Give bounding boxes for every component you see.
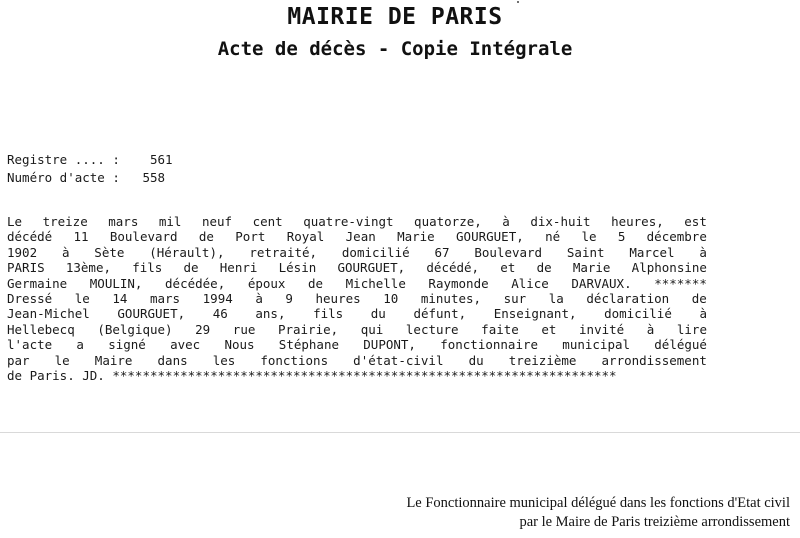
act-word: 29 (195, 321, 211, 337)
act-word: Saint (566, 244, 605, 260)
act-word: 67 (434, 244, 450, 260)
act-word: quatorze, (414, 214, 482, 229)
act-word: Alice (511, 275, 549, 291)
act-word: fils (132, 260, 163, 276)
act-word: quatre-vingt (303, 214, 394, 229)
act-body-line (7, 291, 707, 306)
act-body-line (7, 337, 707, 352)
act-word: sur (503, 290, 527, 306)
act-word: PARIS (7, 260, 45, 276)
act-word: Marcel (629, 244, 675, 260)
act-word: 13ème, (65, 260, 111, 276)
act-word: les (212, 352, 236, 368)
act-word: (Belgique) (97, 321, 173, 337)
act-word: qui (360, 321, 384, 337)
act-word: ans, (255, 306, 286, 322)
act-word: avec (170, 337, 201, 353)
act-word: mars (149, 290, 181, 306)
act-body-line (7, 276, 707, 291)
act-word: fonctions (260, 352, 329, 368)
scan-fold-line (0, 432, 800, 433)
act-word: Enseignant, (493, 306, 577, 322)
signature-line-2: par le Maire de Paris treizième arrondissement (519, 514, 790, 530)
act-word: Alphonsine (631, 260, 707, 276)
act-word: GOURGUET, (117, 306, 186, 322)
act-word: de (183, 260, 199, 276)
act-body-lines (7, 214, 707, 368)
act-word: domicilié (604, 306, 672, 322)
act-word: Port (235, 229, 266, 245)
act-word: est (684, 214, 707, 229)
signature-line-1: Le Fonctionnaire municipal délégué dans les fonctions d'Etat civil (406, 495, 790, 511)
act-word: Henri (219, 260, 258, 276)
act-word: par (7, 352, 30, 368)
act-body-last-line: de Paris. JD. ******************************************************************* (7, 367, 617, 383)
act-word: heures (315, 290, 361, 306)
act-word: Maire (94, 352, 133, 368)
act-word: Le (7, 214, 23, 229)
act-word: signé (108, 337, 146, 353)
act-word: 9 (285, 290, 293, 306)
act-word: municipal (562, 337, 631, 353)
act-word: lecture (405, 321, 459, 337)
act-word: treize (42, 214, 88, 229)
scan-speck (517, 1, 519, 3)
act-word: Lésin (278, 260, 317, 276)
act-word: Hellebecq (7, 321, 75, 337)
act-word: 5 (617, 229, 626, 245)
act-word: mil (158, 214, 182, 229)
act-word: Dressé (7, 290, 53, 306)
act-word: défunt, (413, 306, 467, 322)
act-word: à (646, 321, 655, 337)
act-word: neuf (201, 214, 233, 229)
act-word: arrondissement (601, 352, 707, 368)
act-word: invité (579, 321, 625, 337)
act-word: Boulevard (474, 244, 543, 260)
act-word: Germaine (7, 275, 68, 291)
act-word: et (541, 321, 557, 337)
act-word: a (76, 337, 84, 353)
act-word: décembre (646, 229, 707, 245)
act-word: décédé (7, 229, 53, 245)
act-word: DUPONT, (363, 337, 416, 353)
act-word: mars (108, 214, 139, 229)
act-word: Marie (397, 229, 435, 245)
acte-number: Numéro d'acte : 558 (7, 170, 166, 185)
act-word: de (308, 275, 324, 291)
act-word: fils (313, 306, 344, 322)
act-word: du (370, 306, 386, 322)
act-word: de (198, 229, 214, 245)
act-word: heures, (611, 214, 664, 229)
act-body-line (7, 229, 707, 244)
act-word: 1994 (202, 290, 233, 306)
act-word: Nous (224, 337, 255, 353)
act-word: (Hérault), (149, 244, 225, 260)
act-word: dans (157, 352, 188, 368)
page-subtitle: Acte de décès - Copie Intégrale (217, 38, 573, 60)
act-body-line (7, 214, 707, 229)
act-word: retraité, (249, 244, 318, 260)
act-word: minutes, (420, 290, 482, 306)
act-body-line (7, 322, 707, 337)
act-word: rue (232, 321, 256, 337)
act-word: domicilié (341, 244, 410, 260)
act-word: décédé, (426, 260, 480, 276)
act-word: délégué (654, 337, 707, 353)
act-word: fonctionnaire (440, 337, 539, 353)
act-word: à (502, 214, 510, 229)
act-word: époux (247, 275, 286, 291)
act-word: à (699, 244, 707, 260)
act-word: lire (676, 321, 707, 337)
act-word: faite (481, 321, 519, 337)
act-word: DARVAUX. (571, 275, 632, 291)
act-word: Sète (94, 244, 125, 260)
act-word: Marie (572, 260, 611, 276)
act-word: Raymonde (428, 275, 489, 291)
act-word: le (74, 290, 90, 306)
act-word: à (61, 244, 70, 260)
act-word: à (699, 306, 707, 322)
act-word: de (691, 290, 707, 306)
act-body-line (7, 306, 707, 321)
act-word: de (536, 260, 552, 276)
act-word: Stéphane (278, 337, 340, 353)
act-word: 11 (73, 229, 89, 245)
act-word: déclaration (586, 290, 670, 306)
act-body (7, 214, 707, 383)
act-word: d'état-civil (353, 352, 444, 368)
act-word: cent (252, 214, 283, 229)
act-word: Boulevard (109, 229, 178, 245)
act-word: du (468, 352, 484, 368)
act-word: GOURGUET, (337, 260, 406, 276)
act-word: et (500, 260, 516, 276)
act-word: GOURGUET, (456, 229, 524, 245)
act-word: le (54, 352, 70, 368)
act-word: à (255, 290, 263, 306)
act-word: l'acte (7, 337, 53, 353)
act-body-line (7, 353, 707, 368)
act-word: décédée, (165, 275, 226, 291)
act-body-line (7, 260, 707, 275)
act-word: Royal (286, 229, 325, 245)
act-word: le (581, 229, 597, 245)
act-word: Michelle (345, 275, 406, 291)
act-word: 10 (383, 290, 399, 306)
signature-block (406, 494, 790, 532)
act-word: dix-huit (530, 214, 591, 229)
act-word: 46 (212, 306, 228, 322)
act-word: 14 (112, 290, 128, 306)
act-word: né (545, 229, 561, 245)
act-word: 1902 (7, 244, 38, 260)
act-word: MOULIN, (89, 275, 143, 291)
act-word: Jean (345, 229, 376, 245)
registre-number: Registre .... : 561 (7, 152, 173, 167)
act-word: treizième (508, 352, 577, 368)
act-word: la (548, 290, 564, 306)
act-body-line (7, 245, 707, 260)
act-word: Prairie, (277, 321, 339, 337)
page-title: MAIRIE DE PARIS (287, 4, 503, 30)
act-word: Jean-Michel (7, 306, 90, 322)
act-word: ******* (654, 275, 707, 291)
